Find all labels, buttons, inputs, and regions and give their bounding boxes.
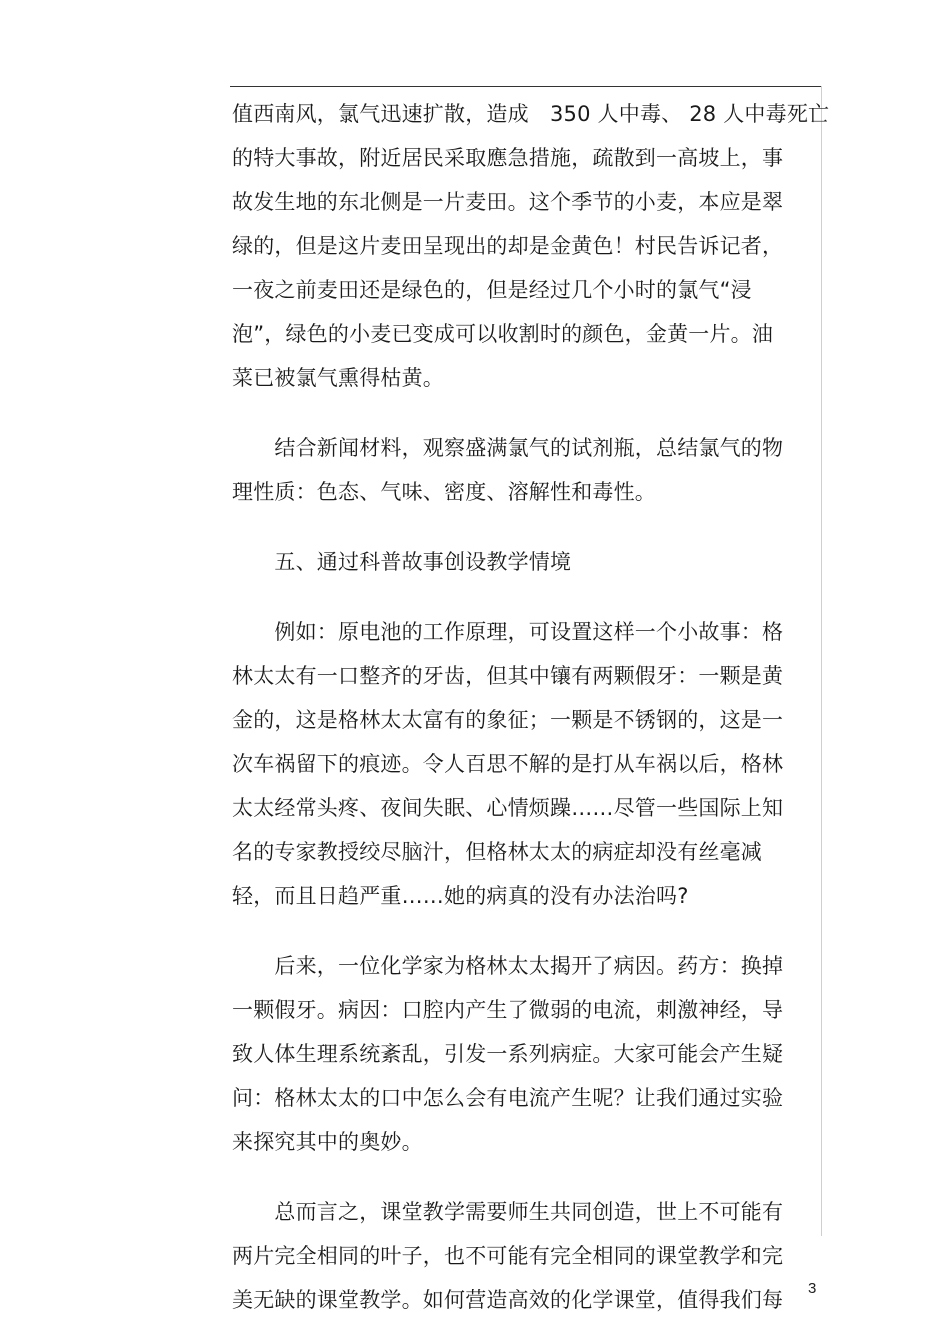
text-line: 太太经常头疼、夜间失眠、心情烦躁……尽管一些国际上知 (232, 796, 784, 820)
text-line: 两片完全相同的叶子，也不可能有完全相同的课堂教学和完 (232, 1244, 784, 1268)
text-line: 一夜之前麦田还是绿色的，但是经过几个小时的氯气“浸 (232, 278, 752, 302)
text-line: 一颗假牙。病因：口腔内产生了微弱的电流，刺激神经，导 (232, 998, 784, 1022)
paragraph-chlorine-incident (232, 92, 830, 400)
text-line: 问：格林太太的口中怎么会有电流产生呢？让我们通过实验 (232, 1086, 784, 1110)
text-line: 金的，这是格林太太富有的象征；一颗是不锈钢的，这是一 (232, 708, 784, 732)
text-line: 绿的，但是这片麦田呈现出的却是金黄色！村民告诉记者， (232, 234, 784, 258)
text-line: 美无缺的课堂教学。如何营造高效的化学课堂，值得我们每 (232, 1288, 784, 1312)
text-line: 来探究其中的奥妙。 (232, 1130, 423, 1154)
text-line: 菜已被氯气熏得枯黄。 (232, 366, 444, 390)
text-line: 总而言之，课堂教学需要师生共同创造，世上不可能有 (232, 1200, 784, 1224)
text-line: 的特大事故，附近居民采取應急措施，疏散到一高坡上，事 (232, 146, 784, 170)
text-line: 结合新闻材料，观察盛满氯气的试剂瓶，总结氯气的物 (232, 436, 784, 460)
paragraph-gap (232, 514, 777, 540)
text-line: 理性质：色态、气味、密度、溶解性和毒性。 (232, 480, 656, 504)
text-line: 例如：原电池的工作原理，可设置这样一个小故事：格 (232, 620, 784, 644)
text-line: 轻，而且日趋严重……她的病真的没有办法治吗? (232, 884, 689, 908)
header-rule (230, 86, 822, 87)
paragraph-conclusion (232, 1190, 784, 1322)
paragraph-gap (232, 400, 777, 426)
text-line: 名的专家教授绞尽脑汁，但格林太太的病症却没有丝毫减 (232, 840, 762, 864)
text-line: 泡”，绿色的小麦已变成可以收割时的颜色，金黄一片。油 (232, 322, 774, 346)
text-line: 林太太有一口整齐的牙齿，但其中镶有两颗假牙：一颗是黄 (232, 664, 784, 688)
document-body (232, 92, 830, 1322)
page-number: 3 (808, 1280, 817, 1297)
paragraph-gap (232, 584, 777, 610)
right-margin-rule (821, 86, 822, 1236)
text-line: 致人体生理系统紊乱，引发一系列病症。大家可能会产生疑 (232, 1042, 784, 1066)
paragraph-gap (232, 1164, 777, 1190)
text-line: 值西南风，氯气迅速扩散，造成 350 人中毒、 28 人中毒死亡 (232, 102, 830, 126)
heading-line: 五、通过科普故事创设教学情境 (232, 550, 572, 574)
text-line: 次车祸留下的痕迹。令人百思不解的是打从车祸以后，格林 (232, 752, 784, 776)
text-line: 后来，一位化学家为格林太太揭开了病因。药方：换掉 (232, 954, 784, 978)
paragraph-galvanic-story (232, 610, 784, 918)
text-line: 故发生地的东北侧是一片麦田。这个季节的小麦，本应是翠 (232, 190, 784, 214)
paragraph-gap (232, 918, 777, 944)
paragraph-chemist-diagnosis (232, 944, 784, 1164)
section-heading (232, 540, 777, 584)
paragraph-physical-properties (232, 426, 784, 514)
